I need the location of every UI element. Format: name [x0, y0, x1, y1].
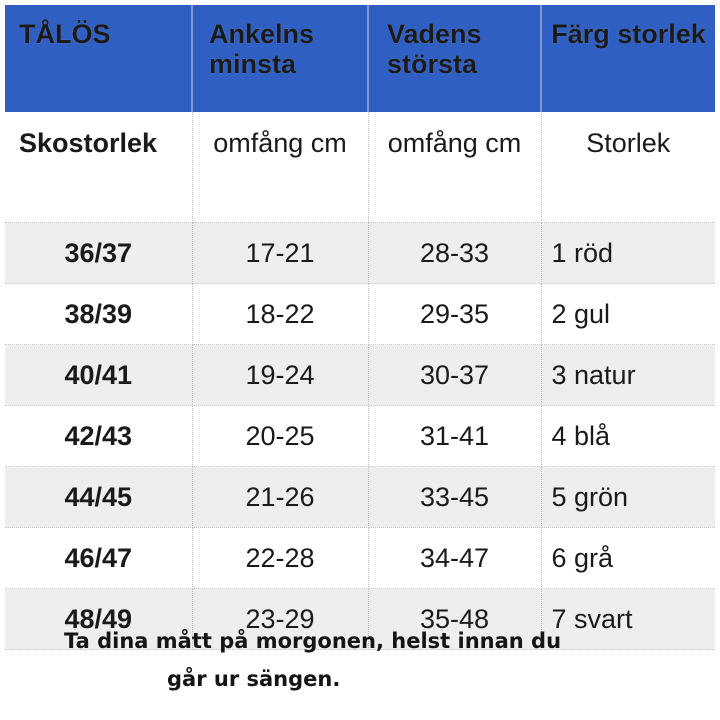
table-row: [5, 345, 715, 406]
cell-calf-range: 29-35: [368, 284, 541, 345]
subheader-calf-range: omfång cm: [368, 112, 541, 223]
cell-calf-range: 33-45: [368, 467, 541, 528]
cell-shoe-size: 40/41: [5, 345, 192, 406]
table-row: [5, 223, 715, 284]
cell-color-size: 5 grön: [541, 467, 715, 528]
table-row: [5, 284, 715, 345]
cell-color-size: 2 gul: [541, 284, 715, 345]
cell-calf-range: 34-47: [368, 528, 541, 589]
cell-color-size: 7 svart: [541, 589, 715, 650]
cell-shoe-size: 38/39: [5, 284, 192, 345]
header-calf: Vadens största: [368, 5, 541, 112]
cell-color-size: 1 röd: [541, 223, 715, 284]
cell-ankle-range: 21-26: [192, 467, 368, 528]
table-row: [5, 406, 715, 467]
note-line-1: Ta dina mått på morgonen, helst innan du: [64, 629, 562, 653]
cell-calf-range: 35-48: [368, 589, 541, 650]
cell-ankle-range: 17-21: [192, 223, 368, 284]
cell-ankle-range: 18-22: [192, 284, 368, 345]
cell-ankle-range: 22-28: [192, 528, 368, 589]
note-line-2: går ur sängen.: [167, 667, 341, 691]
cell-shoe-size: 36/37: [5, 223, 192, 284]
cell-calf-range: 31-41: [368, 406, 541, 467]
cell-calf-range: 28-33: [368, 223, 541, 284]
cell-shoe-size: 42/43: [5, 406, 192, 467]
cell-color-size: 3 natur: [541, 345, 715, 406]
subheader-size: Storlek: [541, 112, 715, 223]
header-brand: TÅLÖS: [5, 5, 192, 112]
cell-ankle-range: 19-24: [192, 345, 368, 406]
cell-calf-range: 30-37: [368, 345, 541, 406]
header-ankle: Ankelns minsta: [192, 5, 368, 112]
subheader-shoe-size: Skostorlek: [5, 112, 192, 223]
cell-shoe-size: 44/45: [5, 467, 192, 528]
cell-shoe-size: 48/49: [5, 589, 192, 650]
size-table: [5, 5, 715, 650]
table-row: [5, 467, 715, 528]
subheader-row: [5, 112, 715, 223]
cell-ankle-range: 20-25: [192, 406, 368, 467]
header-row: [5, 5, 715, 112]
cell-ankle-range: 23-29: [192, 589, 368, 650]
cell-shoe-size: 46/47: [5, 528, 192, 589]
cell-color-size: 4 blå: [541, 406, 715, 467]
header-color-size: Färg storlek: [541, 5, 715, 112]
table-row: [5, 528, 715, 589]
subheader-ankle-range: omfång cm: [192, 112, 368, 223]
cell-color-size: 6 grå: [541, 528, 715, 589]
measurement-note: [0, 622, 720, 698]
